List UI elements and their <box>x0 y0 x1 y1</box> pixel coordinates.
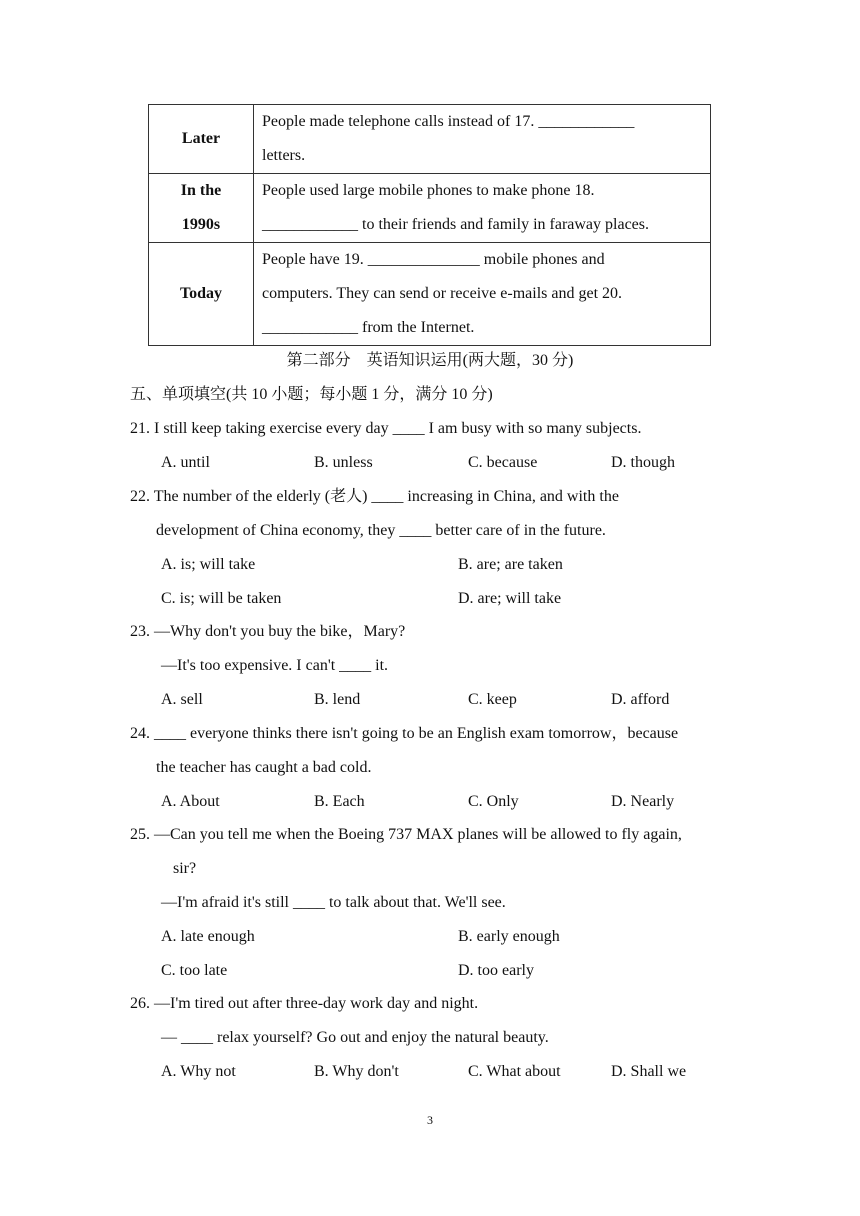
history-table <box>148 104 711 346</box>
description-cell <box>254 105 711 174</box>
table-row <box>149 174 711 243</box>
question-26-line: — ____ relax yourself? Go out and enjoy the natural beauty. <box>161 1029 549 1046</box>
era-line: In the <box>180 182 222 199</box>
era-cell <box>149 174 254 243</box>
description-line: ____________ to their friends and family in faraway places. <box>262 216 649 233</box>
option-c[interactable]: C. keep <box>468 691 517 708</box>
description-line: People have 19. ______________ mobile phones and <box>262 251 605 268</box>
part-title: 五、单项填空(共 10 小题；每小题 1 分，满分 10 分) <box>130 386 493 403</box>
option-d[interactable]: D. too early <box>458 962 534 979</box>
description-line: People used large mobile phones to make phone 18. <box>262 182 595 199</box>
question-24-line: 24. ____ everyone thinks there isn't going to be an English exam tomorrow，because <box>130 725 679 742</box>
description-line: ____________ from the Internet. <box>262 319 475 336</box>
question-25-line: sir? <box>173 860 197 877</box>
option-d[interactable]: D. Shall we <box>611 1063 687 1080</box>
option-c[interactable]: C. because <box>468 454 538 471</box>
description-cell <box>254 243 711 346</box>
table-row <box>149 105 711 174</box>
question-26-line: 26. —I'm tired out after three-day work day and night. <box>130 995 479 1012</box>
option-a[interactable]: A. is; will take <box>161 556 256 573</box>
question-24-line: the teacher has caught a bad cold. <box>156 759 372 776</box>
question-22-line: development of China economy, they ____ better care of in the future. <box>156 522 606 539</box>
section-title: 第二部分 英语知识运用(两大题，30 分) <box>286 352 574 369</box>
option-b[interactable]: B. unless <box>314 454 373 471</box>
description-line: computers. They can send or receive e-mails and get 20. <box>262 285 623 302</box>
question-21-line: 21. I still keep taking exercise every day ____ I am busy with so many subjects. <box>130 420 642 437</box>
option-a[interactable]: A. sell <box>161 691 203 708</box>
option-d[interactable]: D. Nearly <box>611 793 675 810</box>
option-c[interactable]: C. too late <box>161 962 228 979</box>
option-a[interactable]: A. until <box>161 454 210 471</box>
description-cell <box>254 174 711 243</box>
page-number: 3 <box>427 1113 433 1127</box>
question-25-line: 25. —Can you tell me when the Boeing 737 MAX planes will be allowed to fly again, <box>130 826 682 843</box>
option-a[interactable]: A. late enough <box>161 928 255 945</box>
option-a[interactable]: A. About <box>161 793 220 810</box>
era-cell: Later <box>149 105 254 174</box>
question-25-line: —I'm afraid it's still ____ to talk about that. We'll see. <box>161 894 506 911</box>
option-c[interactable]: C. What about <box>468 1063 561 1080</box>
question-23-line: —It's too expensive. I can't ____ it. <box>161 657 389 674</box>
option-d[interactable]: D. afford <box>611 691 670 708</box>
table-row <box>149 243 711 346</box>
era-cell: Today <box>149 243 254 346</box>
option-b[interactable]: B. Why don't <box>314 1063 399 1080</box>
era-line: 1990s <box>181 216 221 233</box>
option-c[interactable]: C. is; will be taken <box>161 590 282 607</box>
question-23-line: 23. —Why don't you buy the bike，Mary? <box>130 623 406 640</box>
description-line: letters. <box>262 147 306 164</box>
question-22-line: 22. The number of the elderly (老人) ____ increasing in China, and with the <box>130 488 619 505</box>
option-b[interactable]: B. are; are taken <box>458 556 563 573</box>
option-a[interactable]: A. Why not <box>161 1063 236 1080</box>
option-b[interactable]: B. early enough <box>458 928 560 945</box>
description-line: People made telephone calls instead of 17. ____________ <box>262 113 635 130</box>
option-c[interactable]: C. Only <box>468 793 519 810</box>
option-b[interactable]: B. Each <box>314 793 365 810</box>
option-d[interactable]: D. though <box>611 454 675 471</box>
option-d[interactable]: D. are; will take <box>458 590 562 607</box>
option-b[interactable]: B. lend <box>314 691 361 708</box>
